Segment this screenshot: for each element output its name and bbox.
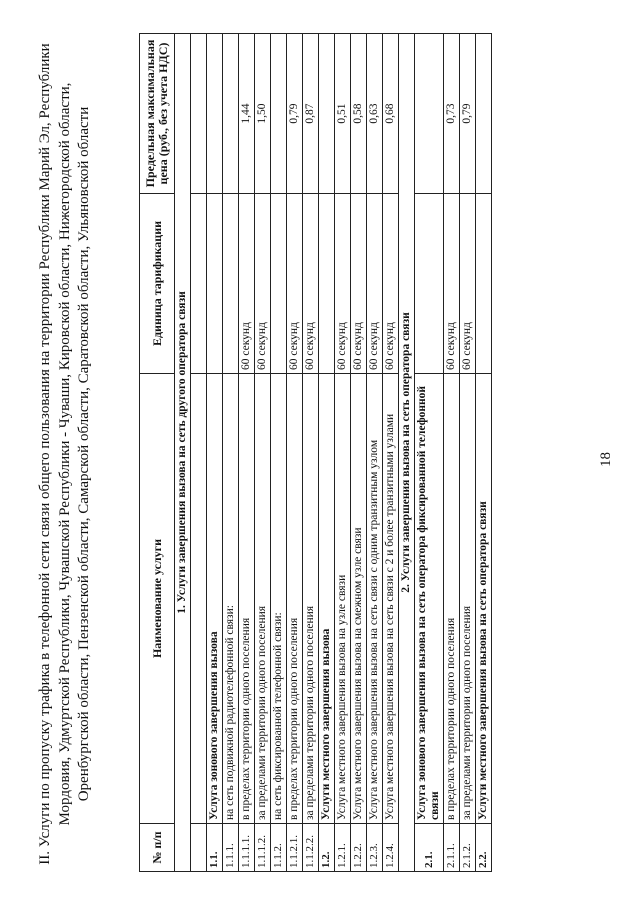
row-name: за пределами территории одного поселения bbox=[460, 374, 476, 824]
table-row bbox=[239, 34, 255, 872]
table-row bbox=[287, 34, 303, 872]
row-unit bbox=[319, 194, 335, 374]
row-price bbox=[415, 34, 444, 194]
row-num: 1.1.1.2. bbox=[255, 824, 271, 872]
header-num: № п/п bbox=[140, 824, 175, 872]
row-price bbox=[223, 34, 239, 194]
page-heading: II. Услуги по пропуску трафика в телефонной сети связи общего пользования на территории Республики Марий Эл, Республики Мордовия, Удмуртской Республики, Чувашской Республики - Чуваши, Кировской области, Нижегородской области, Оренбургской области, Пензенской области, Самарской области, Саратовской области, Ульяновской области bbox=[37, 43, 92, 865]
table-header-row bbox=[140, 34, 175, 872]
row-price bbox=[476, 34, 492, 194]
row-unit: 60 секунд bbox=[303, 194, 319, 374]
row-name: Услуга местного завершения вызова на узле связи bbox=[335, 374, 351, 824]
row-num: 2.2. bbox=[476, 824, 492, 872]
table-row bbox=[383, 34, 399, 872]
table-row bbox=[444, 34, 460, 872]
table-row bbox=[191, 34, 207, 872]
table-row bbox=[335, 34, 351, 872]
row-num: 1.1.2. bbox=[271, 824, 287, 872]
row-price bbox=[207, 34, 223, 194]
row-name: Услуга местного завершения вызова на смежном узле связи bbox=[351, 374, 367, 824]
row-price: 1,50 bbox=[255, 34, 271, 194]
table-row bbox=[460, 34, 476, 872]
table-row bbox=[476, 34, 492, 872]
row-name: в пределах территории одного поселения bbox=[287, 374, 303, 824]
row-num: 1.1.1. bbox=[223, 824, 239, 872]
table-row bbox=[367, 34, 383, 872]
section-title: 1. Услуги завершения вызова на сеть другого оператора связи bbox=[175, 34, 191, 872]
row-price: 0,87 bbox=[303, 34, 319, 194]
row-name: в пределах территории одного поселения bbox=[239, 374, 255, 824]
row-unit: 60 секунд bbox=[351, 194, 367, 374]
table-row bbox=[303, 34, 319, 872]
row-price bbox=[191, 34, 207, 194]
row-unit: 60 секунд bbox=[255, 194, 271, 374]
row-price: 1,44 bbox=[239, 34, 255, 194]
table-row bbox=[207, 34, 223, 872]
row-num bbox=[191, 824, 207, 872]
row-price: 0,63 bbox=[367, 34, 383, 194]
row-price: 0,73 bbox=[444, 34, 460, 194]
row-unit: 60 секунд bbox=[367, 194, 383, 374]
row-name: на сеть фиксированной телефонной связи: bbox=[271, 374, 287, 824]
row-price: 0,68 bbox=[383, 34, 399, 194]
row-name: Услуга местного завершения вызова на сеть связи с одним транзитным узлом bbox=[367, 374, 383, 824]
row-name: за пределами территории одного поселения bbox=[303, 374, 319, 824]
section-row bbox=[175, 34, 191, 872]
row-num: 2.1.1. bbox=[444, 824, 460, 872]
row-unit bbox=[207, 194, 223, 374]
row-unit bbox=[476, 194, 492, 374]
table-row bbox=[255, 34, 271, 872]
row-unit: 60 секунд bbox=[444, 194, 460, 374]
row-name: Услуги местного завершения вызова на сеть оператора связи bbox=[476, 374, 492, 824]
row-name: за пределами территории одного поселения bbox=[255, 374, 271, 824]
row-num: 2.1.2. bbox=[460, 824, 476, 872]
row-name: на сеть подвижной радиотелефонной связи: bbox=[223, 374, 239, 824]
row-unit bbox=[271, 194, 287, 374]
row-num: 1.1.2.2. bbox=[303, 824, 319, 872]
row-price bbox=[319, 34, 335, 194]
tariff-table bbox=[139, 33, 492, 872]
table-row bbox=[271, 34, 287, 872]
row-num: 1.2.3. bbox=[367, 824, 383, 872]
row-unit: 60 секунд bbox=[383, 194, 399, 374]
row-name: в пределах территории одного поселения bbox=[444, 374, 460, 824]
row-name bbox=[191, 374, 207, 824]
table-row bbox=[415, 34, 444, 872]
header-name: Наименование услуги bbox=[140, 374, 175, 824]
row-name: Услуги местного завершения вызова bbox=[319, 374, 335, 824]
row-name: Услуга зонового завершения вызова на сеть оператора фиксированной телефонной связи bbox=[415, 374, 444, 824]
row-price: 0,58 bbox=[351, 34, 367, 194]
row-name: Услуга местного завершения вызова на сеть связи с 2 и более транзитными узлами bbox=[383, 374, 399, 824]
row-price: 0,79 bbox=[460, 34, 476, 194]
table-row bbox=[351, 34, 367, 872]
row-num: 1.1.1.1. bbox=[239, 824, 255, 872]
row-unit: 60 секунд bbox=[287, 194, 303, 374]
row-unit: 60 секунд bbox=[335, 194, 351, 374]
row-price bbox=[271, 34, 287, 194]
page-number: 18 bbox=[598, 452, 614, 467]
table-row bbox=[319, 34, 335, 872]
row-unit: 60 секунд bbox=[460, 194, 476, 374]
row-num: 1.2. bbox=[319, 824, 335, 872]
row-price: 0,51 bbox=[335, 34, 351, 194]
row-unit bbox=[223, 194, 239, 374]
row-num: 1.2.2. bbox=[351, 824, 367, 872]
section-row bbox=[399, 34, 415, 872]
row-num: 1.2.1. bbox=[335, 824, 351, 872]
row-unit bbox=[415, 194, 444, 374]
row-price: 0,79 bbox=[287, 34, 303, 194]
header-unit: Единица тарификации bbox=[140, 194, 175, 374]
row-unit bbox=[191, 194, 207, 374]
table-row bbox=[223, 34, 239, 872]
row-num: 1.1. bbox=[207, 824, 223, 872]
row-num: 1.1.2.1. bbox=[287, 824, 303, 872]
row-name: Услуга зонового завершения вызова bbox=[207, 374, 223, 824]
section-title: 2. Услуги завершения вызова на сеть оператора связи bbox=[399, 34, 415, 872]
header-price: Предельная максимальная цена (руб., без учета НДС) bbox=[140, 34, 175, 194]
row-num: 1.2.4. bbox=[383, 824, 399, 872]
row-unit: 60 секунд bbox=[239, 194, 255, 374]
row-num: 2.1. bbox=[415, 824, 444, 872]
